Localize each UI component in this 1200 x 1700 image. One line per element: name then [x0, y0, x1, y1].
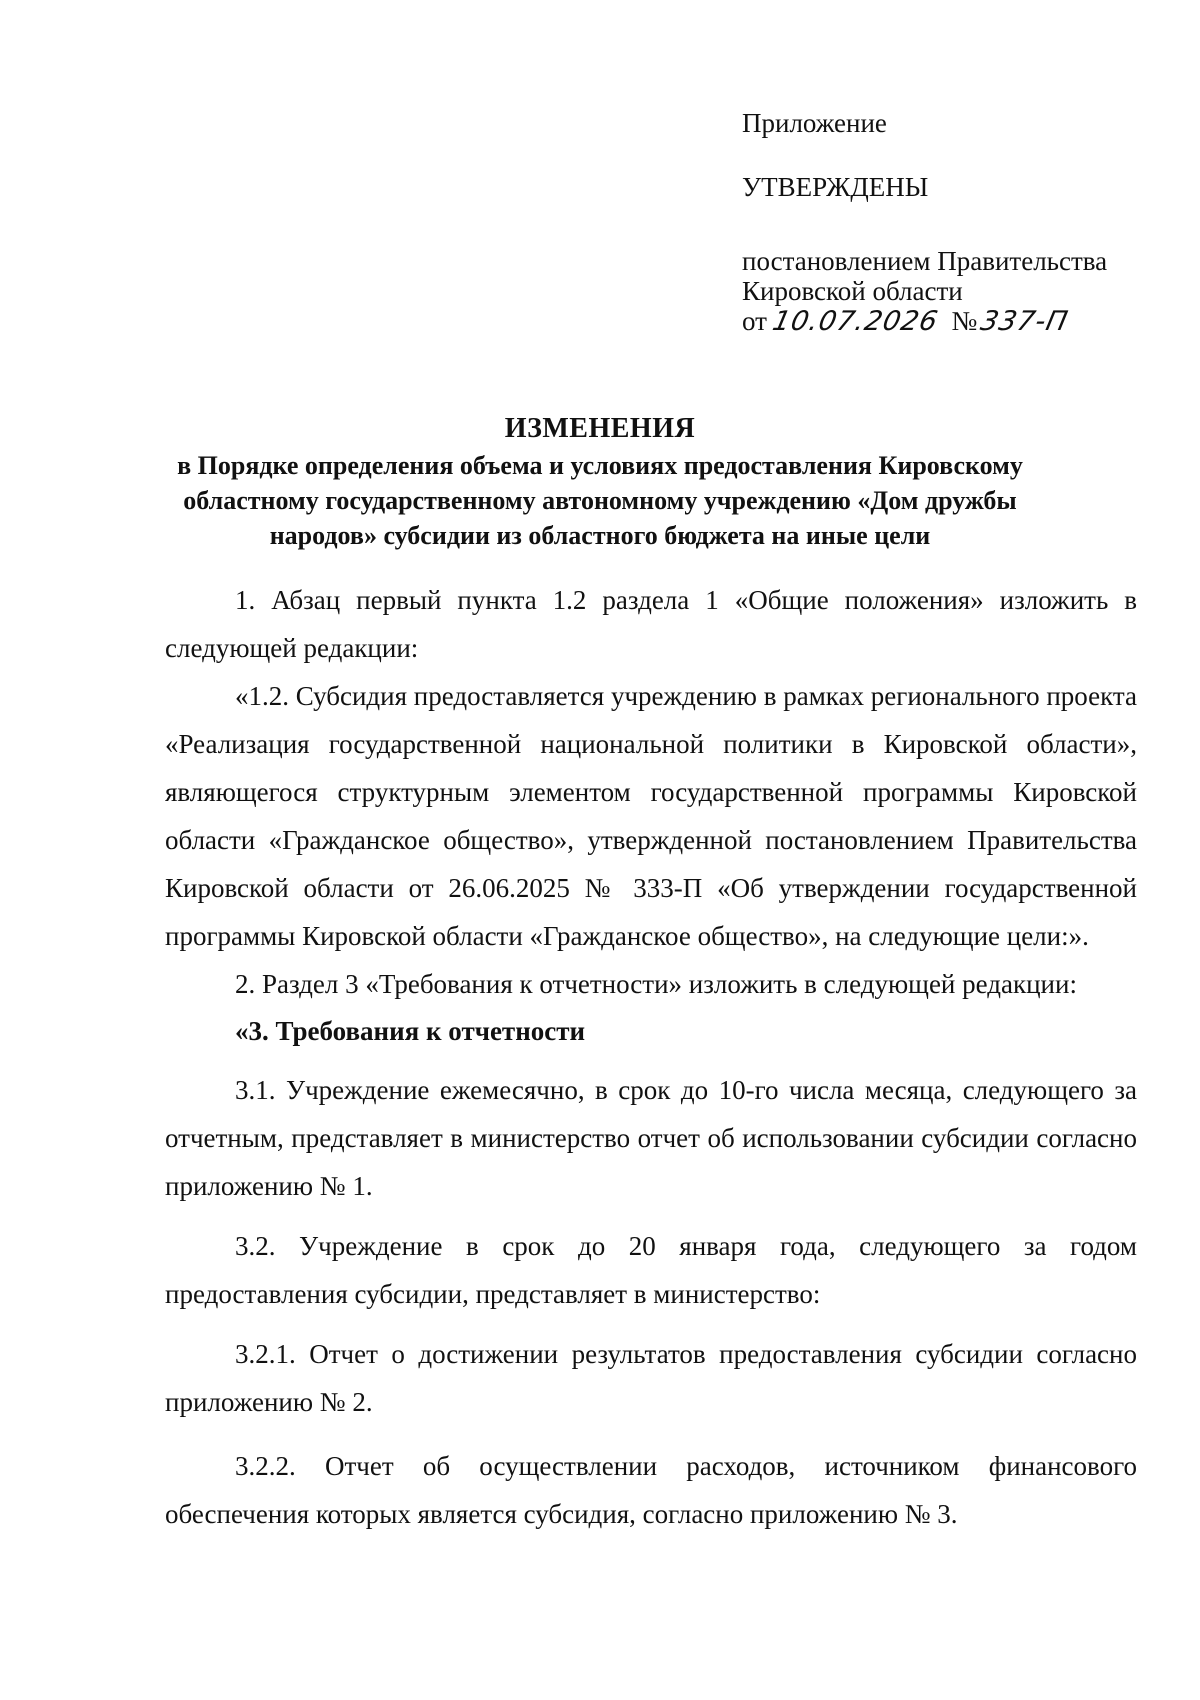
section-3-heading: «3. Требования к отчетности [235, 1016, 586, 1046]
subtitle-line-1: в Порядке определения объема и условиях предоставления Кировскому [177, 451, 1023, 480]
number-label: № [951, 306, 978, 336]
approval-block [742, 108, 1162, 337]
paragraph-3-2-2: 3.2.2. Отчет об осуществлении расходов, источником финансового обеспечения которых является субсидия, согласно приложению № 3. [165, 1451, 1137, 1529]
appendix-label: Приложение [742, 108, 887, 138]
decree-line-2: Кировской области [742, 276, 963, 306]
paragraph-3-1: 3.1. Учреждение ежемесячно, в срок до 10-го числа месяца, следующего за отчетным, представляет в министерство отчет об использовании субсидии согласно приложению № 1. [165, 1075, 1137, 1201]
paragraph-2: 2. Раздел 3 «Требования к отчетности» изложить в следующей редакции: [235, 969, 1077, 999]
document-heading [150, 412, 1050, 553]
paragraph-1: 1. Абзац первый пункта 1.2 раздела 1 «Общие положения» изложить в следующей редакции: [165, 585, 1137, 663]
paragraph-quoted-1-2: «1.2. Субсидия предоставляется учреждению в рамках регионального проекта «Реализация государственной национальной политики в Кировской области», являющегося структурным элементом государственной программы Кировской области «Гражданское общество», утвержденной постановлением Правительства Кировской области от 26.06.2025 № 333-П «Об утверждении государственной программы Кировской области «Гражданское общество», на следующие цели:». [165, 681, 1137, 951]
handwritten-date: 10.07.2026 [769, 306, 941, 337]
decree-date-line [742, 306, 1162, 337]
document-subtitle [150, 448, 1050, 553]
document-body [165, 576, 1137, 1538]
subtitle-line-2: областному государственному автономному учреждению «Дом дружбы [183, 486, 1017, 515]
decree-line-1: постановлением Правительства [742, 246, 1108, 276]
subtitle-line-3: народов» субсидии из областного бюджета на иные цели [269, 521, 931, 550]
decree-reference [742, 246, 1162, 337]
date-prefix: от [742, 306, 767, 336]
paragraph-3-2-1: 3.2.1. Отчет о достижении результатов предоставления субсидии согласно приложению № 2. [165, 1339, 1137, 1417]
approved-label: УТВЕРЖДЕНЫ [742, 172, 929, 202]
handwritten-number: 337-П [978, 306, 1072, 337]
paragraph-3-2: 3.2. Учреждение в срок до 20 января года, следующего за годом предоставления субсидии, представляет в министерство: [165, 1231, 1137, 1309]
document-title: ИЗМЕНЕНИЯ [504, 413, 696, 444]
